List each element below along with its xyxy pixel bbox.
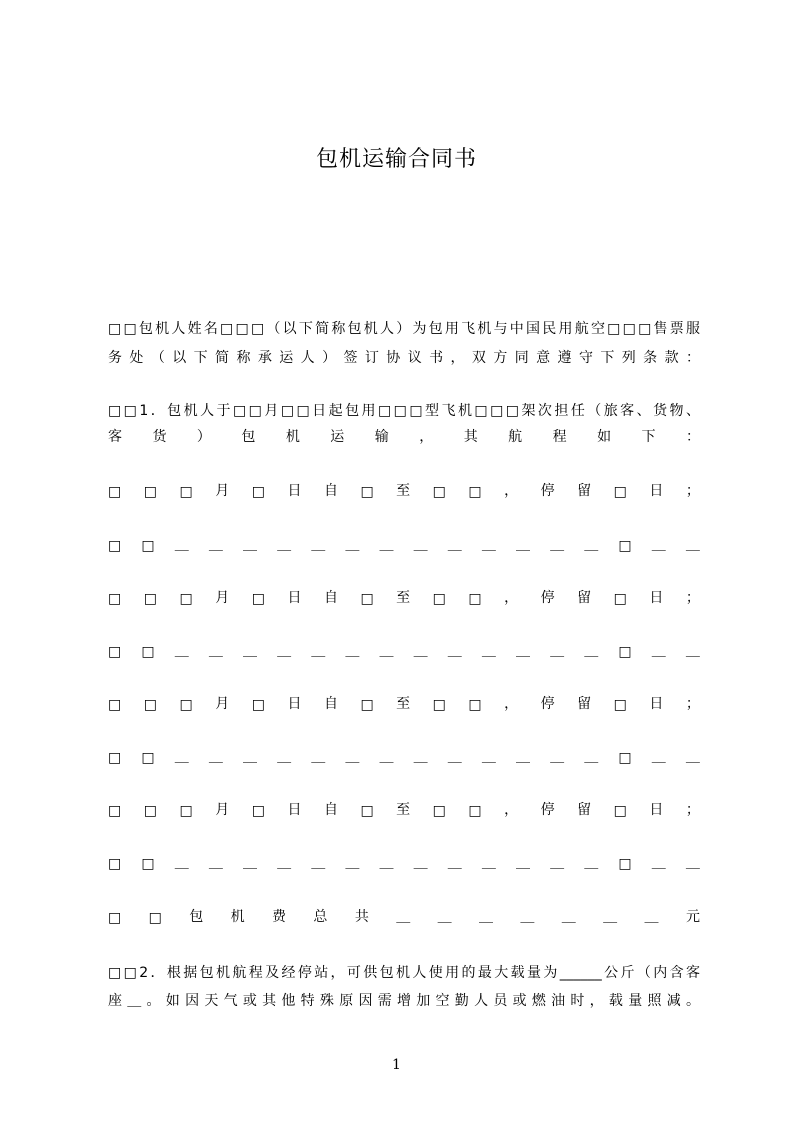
schedule-cell: ＿: [311, 749, 326, 765]
schedule-cell: ＿: [311, 537, 326, 553]
schedule-cell: ＿: [277, 537, 292, 553]
schedule-cell: ＿: [413, 643, 428, 659]
schedule-cell: 停: [540, 802, 555, 818]
schedule-cell: 日: [649, 483, 664, 499]
schedule-cell: □: [432, 484, 446, 500]
schedule-cell: ＿: [311, 643, 326, 659]
schedule-cell: ＿: [550, 643, 565, 659]
schedule-cell: 日: [287, 483, 302, 499]
schedule-cell: 停: [540, 483, 555, 499]
schedule-cell: □: [360, 591, 374, 607]
schedule-cell: ＿: [345, 855, 360, 871]
clause2-line-2: 座＿。如因天气或其他特殊原因需增加空勤人员或燃油时，载量照减。: [108, 993, 700, 1009]
intro-line-1: □□包机人姓名□□□（以下简称包机人）为包用飞机与中国民用航空□□□售票服: [108, 321, 700, 337]
schedule-cell: □: [108, 697, 122, 713]
schedule-cell: ＿: [685, 537, 700, 553]
schedule-cell: ＿: [550, 855, 565, 871]
schedule-cell: ＿: [584, 749, 599, 765]
schedule-cell: □: [108, 484, 122, 500]
schedule-cell: □: [251, 803, 265, 819]
schedule-cell: ＿: [413, 537, 428, 553]
schedule-cell: ＿: [447, 749, 462, 765]
schedule-cell: ；: [685, 696, 700, 712]
schedule-cell: 停: [540, 696, 555, 712]
schedule-cell: □: [141, 750, 155, 766]
schedule-cell: 日: [649, 696, 664, 712]
schedule-cell: □: [141, 538, 155, 554]
schedule-cell: ＿: [242, 749, 257, 765]
schedule-cell: ＿: [379, 537, 394, 553]
schedule-cell: 留: [577, 483, 592, 499]
fee-cell: ＿: [520, 909, 535, 925]
schedule-cell: □: [143, 803, 157, 819]
schedule-cell: ＿: [242, 855, 257, 871]
schedule-cell: ＿: [481, 749, 496, 765]
schedule-cell: ；: [685, 590, 700, 606]
schedule-cell: 日: [649, 590, 664, 606]
schedule-cell: ＿: [515, 855, 530, 871]
schedule-cell: ＿: [413, 855, 428, 871]
schedule-cell: ，: [504, 802, 519, 818]
schedule-blank-row: [108, 534, 700, 554]
schedule-cell: 至: [396, 483, 411, 499]
schedule-cell: 自: [323, 802, 338, 818]
schedule-cell: ＿: [515, 749, 530, 765]
schedule-cell: ＿: [277, 643, 292, 659]
fee-cell: ＿: [396, 909, 411, 925]
schedule-cell: □: [468, 803, 482, 819]
schedule-cell: □: [613, 591, 627, 607]
schedule-cell: 自: [323, 483, 338, 499]
schedule-blank-row: [108, 640, 700, 660]
schedule-cell: ＿: [550, 537, 565, 553]
schedule-cell: □: [613, 697, 627, 713]
schedule-cell: □: [251, 591, 265, 607]
schedule-cell: ＿: [208, 643, 223, 659]
schedule-cell: □: [143, 484, 157, 500]
schedule-cell: ＿: [515, 537, 530, 553]
schedule-cell: ＿: [584, 537, 599, 553]
schedule-cell: ＿: [447, 537, 462, 553]
schedule-cell: ＿: [447, 643, 462, 659]
schedule-cell: ＿: [651, 643, 666, 659]
schedule-cell: □: [468, 591, 482, 607]
page-number: 1: [392, 1057, 401, 1073]
schedule-cell: 自: [323, 590, 338, 606]
schedule-cell: □: [618, 644, 632, 660]
schedule-cell: □: [179, 484, 193, 500]
schedule-cell: □: [108, 803, 122, 819]
schedule-cell: □: [141, 856, 155, 872]
schedule-cell: ＿: [345, 643, 360, 659]
schedule-cell: ＿: [685, 749, 700, 765]
schedule-cell: 月: [215, 696, 230, 712]
fee-cell: ＿: [603, 909, 618, 925]
schedule-cell: ＿: [413, 749, 428, 765]
schedule-cell: ＿: [550, 749, 565, 765]
schedule-cell: ＿: [584, 643, 599, 659]
schedule-cell: ＿: [174, 643, 189, 659]
schedule-cell: ＿: [174, 855, 189, 871]
schedule-cell: 留: [577, 696, 592, 712]
schedule-cell: □: [468, 484, 482, 500]
schedule-cell: □: [108, 591, 122, 607]
schedule-cell: ＿: [651, 855, 666, 871]
schedule-cell: □: [432, 591, 446, 607]
schedule-blank-row: [108, 852, 700, 872]
schedule-cell: 月: [215, 802, 230, 818]
schedule-blank-row: [108, 746, 700, 766]
fee-cell: ＿: [561, 909, 576, 925]
schedule-cell: 日: [287, 696, 302, 712]
schedule-cell: ＿: [481, 537, 496, 553]
schedule-cell: 日: [649, 802, 664, 818]
schedule-cell: ＿: [685, 643, 700, 659]
fee-cell: ＿: [437, 909, 452, 925]
schedule-cell: 月: [215, 483, 230, 499]
schedule-cell: ＿: [277, 855, 292, 871]
schedule-cell: ＿: [584, 855, 599, 871]
schedule-cell: ＿: [379, 749, 394, 765]
schedule-cell: ＿: [174, 749, 189, 765]
schedule-cell: □: [108, 856, 122, 872]
schedule-cell: ＿: [174, 537, 189, 553]
schedule-cell: □: [613, 803, 627, 819]
schedule-cell: □: [141, 644, 155, 660]
schedule-cell: □: [360, 803, 374, 819]
schedule-cell: ＿: [277, 749, 292, 765]
fee-cell: 包: [189, 909, 204, 925]
fee-cell: ＿: [478, 909, 493, 925]
fee-cell: 元: [685, 909, 700, 925]
schedule-cell: □: [360, 484, 374, 500]
schedule-cell: 日: [287, 802, 302, 818]
charter-fee-row: [108, 906, 700, 926]
schedule-cell: ＿: [447, 855, 462, 871]
schedule-cell: □: [143, 697, 157, 713]
schedule-cell: □: [179, 697, 193, 713]
schedule-cell: □: [468, 697, 482, 713]
fee-cell: □: [148, 910, 162, 926]
schedule-cell: ＿: [651, 749, 666, 765]
schedule-cell: ＿: [379, 643, 394, 659]
schedule-cell: □: [108, 644, 122, 660]
schedule-cell: 月: [215, 590, 230, 606]
schedule-cell: 日: [287, 590, 302, 606]
schedule-cell: ，: [504, 483, 519, 499]
schedule-cell: 至: [396, 590, 411, 606]
schedule-cell: ＿: [208, 537, 223, 553]
fee-cell: 机: [230, 909, 245, 925]
schedule-cell: ＿: [481, 643, 496, 659]
schedule-cell: ；: [685, 802, 700, 818]
schedule-cell: ＿: [208, 855, 223, 871]
schedule-cell: ＿: [685, 855, 700, 871]
schedule-date-row: [108, 480, 700, 500]
schedule-cell: □: [179, 591, 193, 607]
schedule-cell: □: [618, 750, 632, 766]
clause1-line-2: 客货）包机运输，其航程如下：: [108, 429, 700, 445]
schedule-cell: 至: [396, 696, 411, 712]
schedule-date-row: [108, 587, 700, 607]
fee-cell: 总: [313, 909, 328, 925]
schedule-cell: ＿: [345, 749, 360, 765]
schedule-cell: ＿: [208, 749, 223, 765]
schedule-cell: 留: [577, 590, 592, 606]
schedule-cell: ，: [504, 696, 519, 712]
schedule-cell: □: [179, 803, 193, 819]
schedule-cell: 自: [323, 696, 338, 712]
schedule-cell: 停: [540, 590, 555, 606]
schedule-date-row: [108, 693, 700, 713]
schedule-cell: 留: [577, 802, 592, 818]
schedule-cell: □: [108, 750, 122, 766]
schedule-cell: 至: [396, 802, 411, 818]
schedule-cell: ＿: [481, 855, 496, 871]
schedule-cell: ＿: [242, 537, 257, 553]
schedule-cell: □: [143, 591, 157, 607]
schedule-cell: ＿: [242, 643, 257, 659]
clause1-line-1: □□1．包机人于□□月□□日起包用□□□型飞机□□□架次担任（旅客、货物、: [108, 403, 700, 419]
schedule-cell: ＿: [345, 537, 360, 553]
schedule-cell: ＿: [651, 537, 666, 553]
schedule-cell: ＿: [379, 855, 394, 871]
fee-cell: 费: [272, 909, 287, 925]
schedule-cell: □: [108, 538, 122, 554]
schedule-cell: □: [251, 484, 265, 500]
schedule-cell: □: [618, 856, 632, 872]
schedule-cell: □: [432, 803, 446, 819]
fee-cell: ＿: [644, 909, 659, 925]
fee-cell: □: [108, 910, 122, 926]
schedule-date-row: [108, 799, 700, 819]
clause2-line-1: □□2．根据包机航程及经停站，可供包机人使用的最大载量为______公斤（内含客: [108, 965, 700, 981]
schedule-cell: □: [613, 484, 627, 500]
intro-line-2: 务处（以下简称承运人）签订协议书，双方同意遵守下列条款：: [108, 350, 700, 366]
schedule-cell: □: [618, 538, 632, 554]
schedule-cell: □: [360, 697, 374, 713]
schedule-cell: □: [251, 697, 265, 713]
schedule-cell: ＿: [515, 643, 530, 659]
schedule-cell: ；: [685, 483, 700, 499]
schedule-cell: □: [432, 697, 446, 713]
fee-cell: 共: [354, 909, 369, 925]
document-title: 包机运输合同书: [315, 147, 477, 172]
schedule-cell: ＿: [311, 855, 326, 871]
schedule-cell: ，: [504, 590, 519, 606]
